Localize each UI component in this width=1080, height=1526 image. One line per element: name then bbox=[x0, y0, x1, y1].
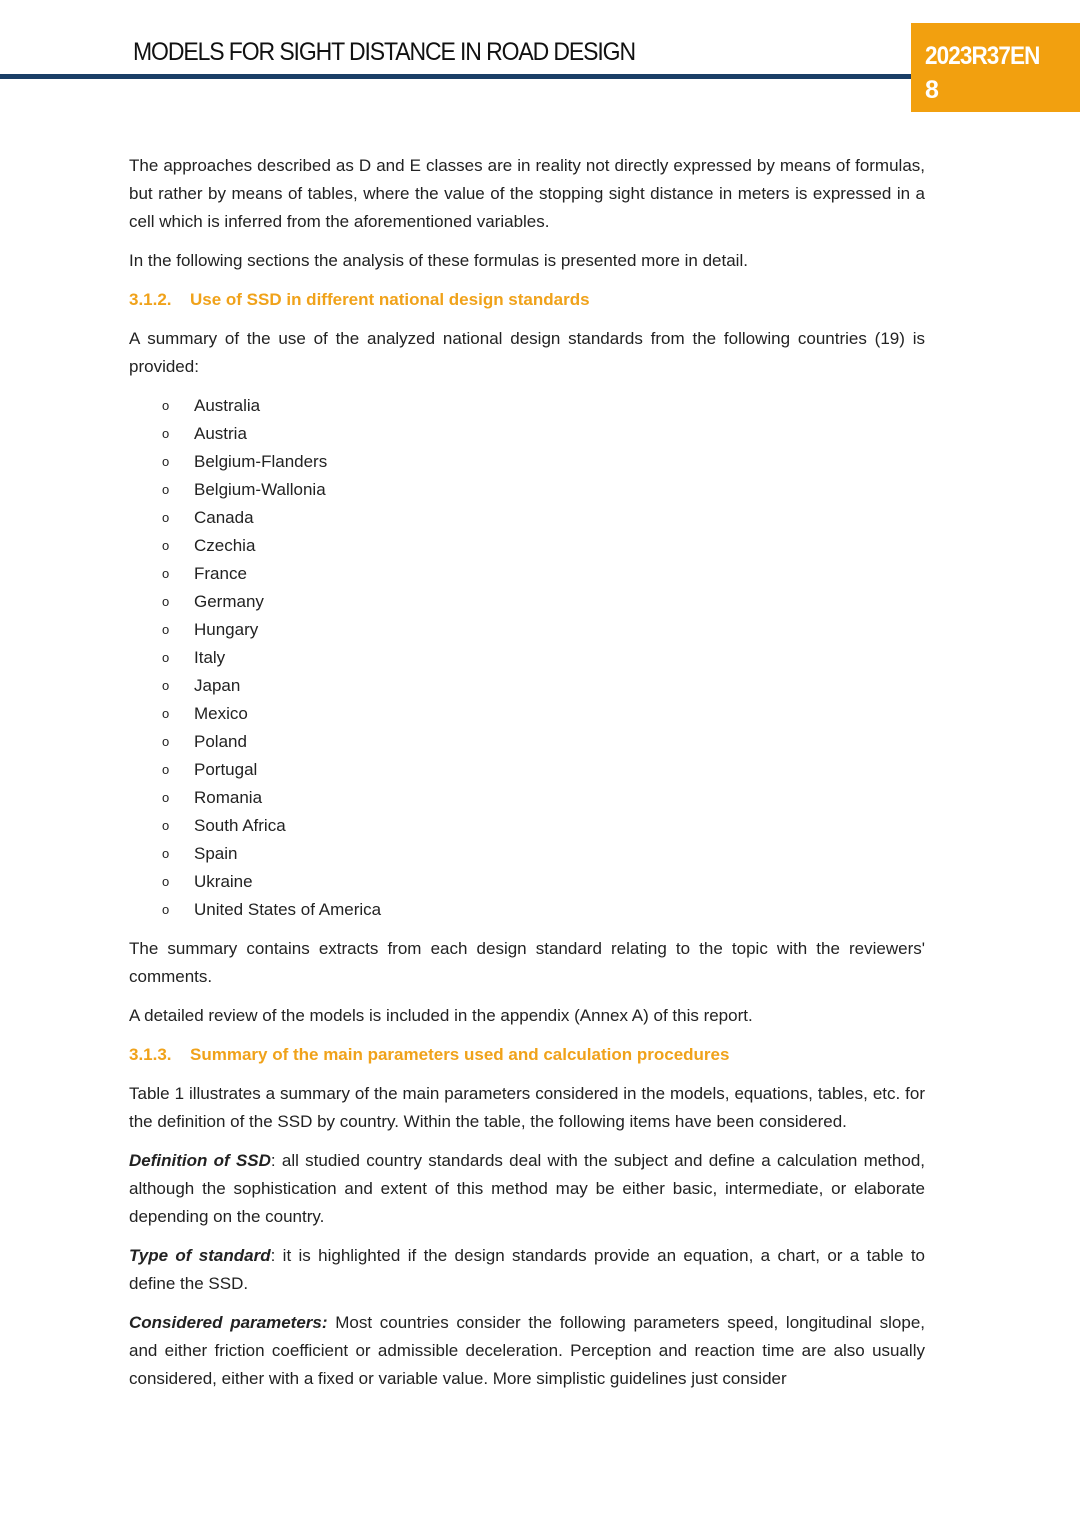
bullet-icon: o bbox=[162, 538, 170, 553]
list-item bbox=[129, 588, 925, 616]
country-name: Czechia bbox=[194, 536, 256, 555]
paragraph: In the following sections the analysis of these formulas is presented more in detail. bbox=[129, 251, 748, 270]
list-item bbox=[129, 420, 925, 448]
country-name: Romania bbox=[194, 788, 263, 807]
section-title: Use of SSD in different national design standards bbox=[190, 290, 590, 309]
bullet-icon: o bbox=[162, 454, 170, 469]
bullet-icon: o bbox=[162, 818, 170, 833]
bullet-icon: o bbox=[162, 790, 170, 805]
list-item bbox=[129, 504, 925, 532]
country-name: Austria bbox=[194, 424, 247, 443]
section-heading bbox=[129, 1041, 925, 1069]
bullet-icon: o bbox=[162, 762, 170, 777]
paragraph: Table 1 illustrates a summary of the main parameters considered in the models, equations, tables, etc. for the definition of the SSD by country. Within the table, the following items have been considered. bbox=[129, 1084, 925, 1131]
bullet-icon: o bbox=[162, 678, 170, 693]
country-name: Canada bbox=[194, 508, 254, 527]
country-list bbox=[129, 392, 925, 924]
list-item bbox=[129, 644, 925, 672]
bullet-icon: o bbox=[162, 734, 170, 749]
bullet-icon: o bbox=[162, 650, 170, 665]
list-item bbox=[129, 616, 925, 644]
report-code: 2023R37EN bbox=[925, 42, 1040, 70]
country-name: Mexico bbox=[194, 704, 248, 723]
list-item bbox=[129, 392, 925, 420]
list-item bbox=[129, 896, 925, 924]
country-name: Germany bbox=[194, 592, 264, 611]
country-name: Belgium-Wallonia bbox=[194, 480, 326, 499]
country-name: Ukraine bbox=[194, 872, 253, 891]
document-title: MODELS FOR SIGHT DISTANCE IN ROAD DESIGN bbox=[133, 38, 635, 66]
bullet-icon: o bbox=[162, 706, 170, 721]
section-heading bbox=[129, 286, 925, 314]
bullet-icon: o bbox=[162, 398, 170, 413]
bullet-icon: o bbox=[162, 426, 170, 441]
definition: Most countries consider the following parameters speed, longitudinal slope, and either friction coefficient or admissible deceleration. Perception and reaction time are also usually considered, either with a fixed or variable value. More simplistic guidelines just consider bbox=[129, 1313, 925, 1388]
country-name: Spain bbox=[194, 844, 238, 863]
list-item bbox=[129, 532, 925, 560]
country-name: Belgium-Flanders bbox=[194, 452, 328, 471]
list-item bbox=[129, 560, 925, 588]
term: Considered parameters: bbox=[129, 1313, 328, 1332]
term: Type of standard bbox=[129, 1246, 271, 1265]
list-item bbox=[129, 812, 925, 840]
bullet-icon: o bbox=[162, 622, 170, 637]
paragraph: The summary contains extracts from each design standard relating to the topic with the reviewers' comments. bbox=[129, 939, 925, 986]
list-item bbox=[129, 728, 925, 756]
section-number: 3.1.3. bbox=[129, 1045, 172, 1064]
country-name: Japan bbox=[194, 676, 241, 695]
list-item bbox=[129, 868, 925, 896]
term: Definition of SSD bbox=[129, 1151, 271, 1170]
list-item bbox=[129, 448, 925, 476]
country-name: Italy bbox=[194, 648, 226, 667]
bullet-icon: o bbox=[162, 902, 170, 917]
bullet-icon: o bbox=[162, 482, 170, 497]
bullet-icon: o bbox=[162, 874, 170, 889]
bullet-icon: o bbox=[162, 594, 170, 609]
bullet-icon: o bbox=[162, 846, 170, 861]
list-item bbox=[129, 672, 925, 700]
list-item bbox=[129, 840, 925, 868]
bullet-icon: o bbox=[162, 510, 170, 525]
definition: : all studied country standards deal with the subject and define a calculation method, although the sophistication and extent of this method may be either basic, intermediate, or elaborate depending on the country. bbox=[129, 1151, 925, 1226]
country-name: South Africa bbox=[194, 816, 286, 835]
paragraph: A summary of the use of the analyzed national design standards from the following countries (19) is provided: bbox=[129, 329, 925, 376]
paragraph bbox=[129, 1147, 925, 1231]
paragraph bbox=[129, 1242, 925, 1298]
paragraph bbox=[129, 1309, 925, 1393]
list-item bbox=[129, 476, 925, 504]
list-item bbox=[129, 700, 925, 728]
list-item bbox=[129, 784, 925, 812]
definition: : it is highlighted if the design standards provide an equation, a chart, or a table to define the SSD. bbox=[129, 1246, 925, 1293]
list-item bbox=[129, 756, 925, 784]
country-name: France bbox=[194, 564, 247, 583]
country-name: Portugal bbox=[194, 760, 258, 779]
country-name: Hungary bbox=[194, 620, 259, 639]
paragraph: A detailed review of the models is included in the appendix (Annex A) of this report. bbox=[129, 1006, 753, 1025]
paragraph: The approaches described as D and E classes are in reality not directly expressed by means of formulas, but rather by means of tables, where the value of the stopping sight distance in meters is expressed in a cell which is inferred from the aforementioned variables. bbox=[129, 156, 925, 231]
section-title: Summary of the main parameters used and calculation procedures bbox=[190, 1045, 730, 1064]
section-number: 3.1.2. bbox=[129, 290, 172, 309]
country-name: Australia bbox=[194, 396, 261, 415]
page-body bbox=[129, 152, 925, 1404]
bullet-icon: o bbox=[162, 566, 170, 581]
country-name: Poland bbox=[194, 732, 247, 751]
country-name: United States of America bbox=[194, 900, 382, 919]
page-number: 8 bbox=[925, 76, 939, 104]
